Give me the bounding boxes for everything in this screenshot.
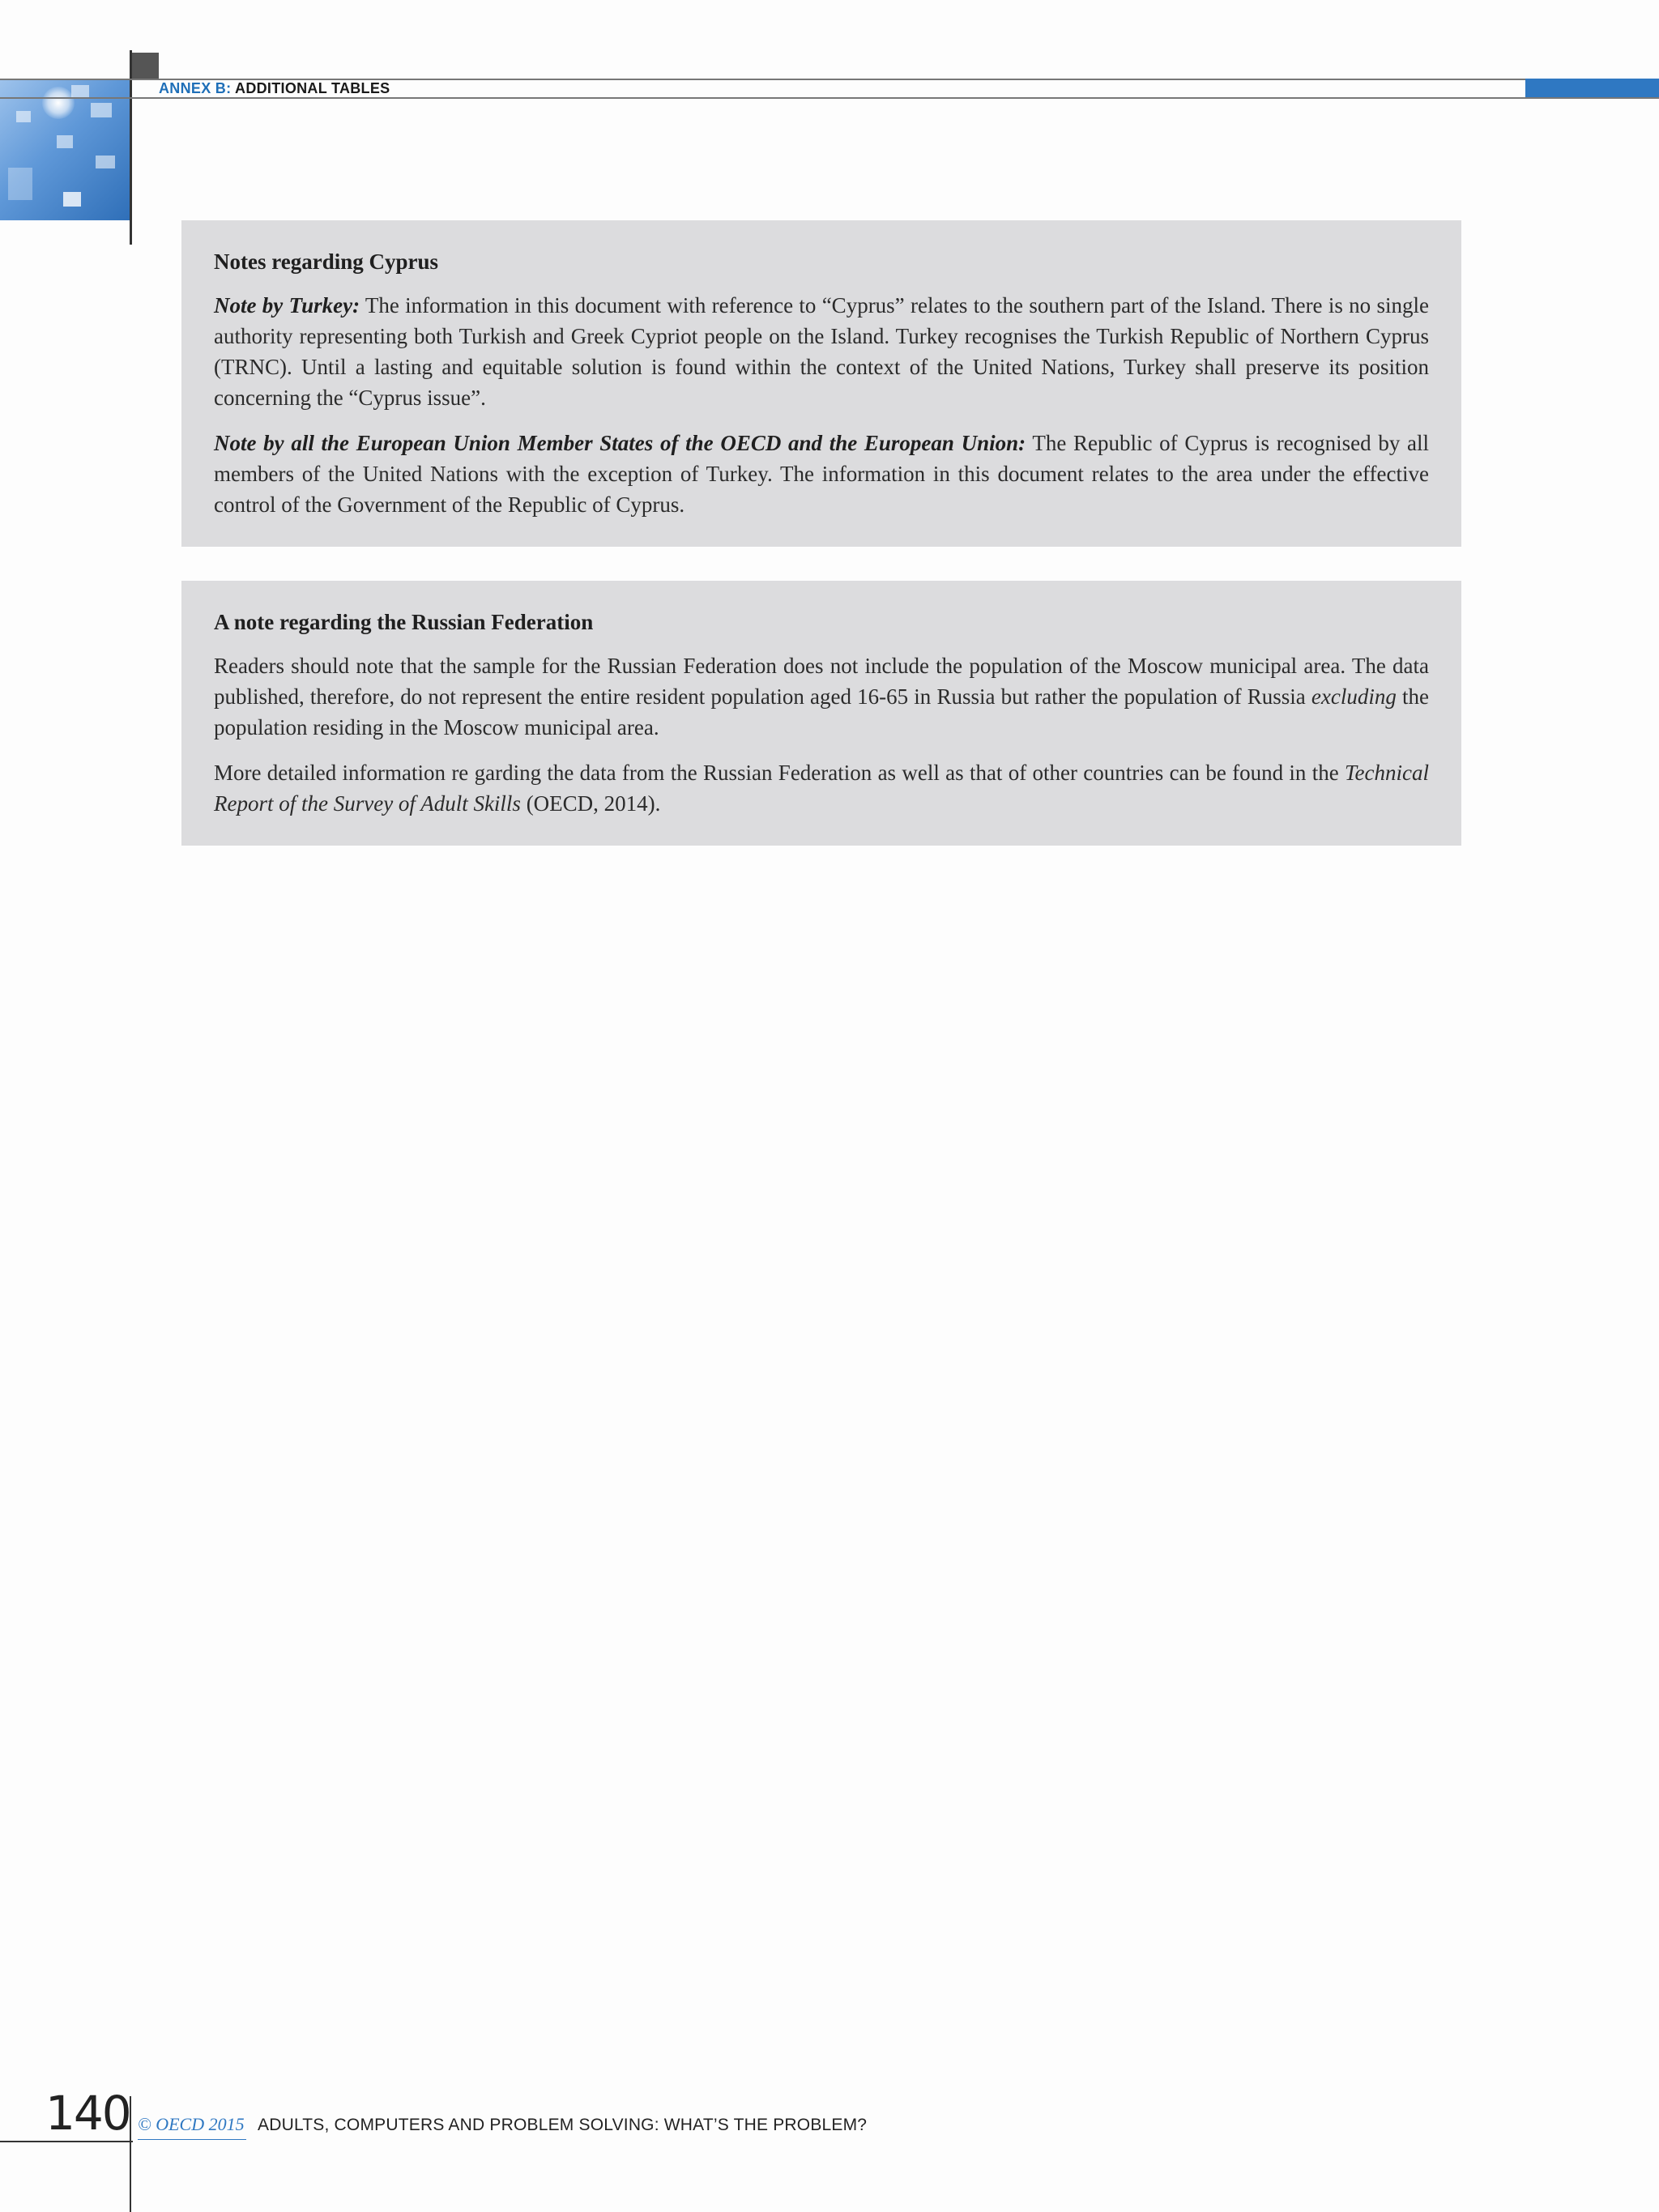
russia-p1-text-b: the population residing in the Moscow municipal area.	[214, 684, 1429, 739]
screen-tile-icon	[91, 103, 112, 117]
russia-p2-text-a: More detailed information re garding the data from the Russian Federation as well as that of other countries can be found in the	[214, 761, 1345, 785]
annex-separator: :	[226, 80, 232, 96]
light-glow-icon	[42, 87, 75, 119]
house-icon	[8, 168, 32, 200]
eu-note-text: The Republic of Cyprus is recognised by all members of the United Nations with the exception of Turkey. The information in this document relates to the area under the effective control of the Government of the Republic of Cyprus.	[214, 431, 1429, 517]
russia-heading: A note regarding the Russian Federation	[214, 610, 594, 634]
copyright-underline	[138, 2139, 246, 2140]
annex-label: ANNEX B	[159, 80, 227, 96]
screen-tile-icon	[96, 156, 115, 168]
cyprus-heading: Notes regarding Cyprus	[214, 249, 439, 274]
technical-report-title: Technical Report of the Survey of Adult Skills	[214, 761, 1429, 816]
footer-horizontal-rule	[0, 2141, 133, 2142]
russia-p2-text-b: (OECD, 2014).	[520, 791, 661, 816]
screen-tile-icon	[57, 135, 73, 148]
cyprus-notes-box	[181, 220, 1461, 547]
header-blue-bar	[1525, 79, 1659, 97]
bar-chart-icon	[63, 192, 81, 207]
russia-note-box	[181, 581, 1461, 846]
eu-note-label: Note by all the European Union Member States of the OECD and the European Union:	[214, 431, 1026, 455]
eu-note	[214, 428, 1429, 520]
annex-title: ADDITIONAL TABLES	[231, 80, 390, 96]
turkey-note-text: The information in this document with reference to “Cyprus” relates to the southern part of the Island. There is no single authority representing both Turkish and Greek Cypriot people on the Island. Turkey recognises the Turkish Republic of Northern Cyprus (TRNC). Until a lasting and equitable solution is found within the context of the United Nations, Turkey shall preserve its position concerning the “Cyprus issue”.	[214, 293, 1429, 410]
header-decorative-image	[0, 79, 130, 220]
screen-tile-icon	[16, 111, 31, 122]
russia-p1-text-a: Readers should note that the sample for the Russian Federation does not include the population of the Moscow municipal area. The data published, therefore, do not represent the entire resident population aged 16-65 in Russia but rather the population of Russia	[214, 654, 1429, 709]
turkey-note	[214, 290, 1429, 413]
running-header	[159, 79, 390, 97]
publication-title: ADULTS, COMPUTERS AND PROBLEM SOLVING: WHAT’S THE PROBLEM?	[258, 2116, 868, 2134]
russia-paragraph-2	[214, 757, 1429, 819]
copyright: © OECD 2015	[138, 2114, 245, 2134]
page-number: 140	[45, 2086, 130, 2141]
turkey-note-label: Note by Turkey:	[214, 293, 360, 318]
header-dark-square	[132, 53, 159, 79]
russia-paragraph-1	[214, 650, 1429, 743]
screen-tile-icon	[71, 85, 89, 98]
header-bottom-rule	[0, 97, 1659, 99]
russia-p1-emphasis: excluding	[1311, 684, 1397, 709]
